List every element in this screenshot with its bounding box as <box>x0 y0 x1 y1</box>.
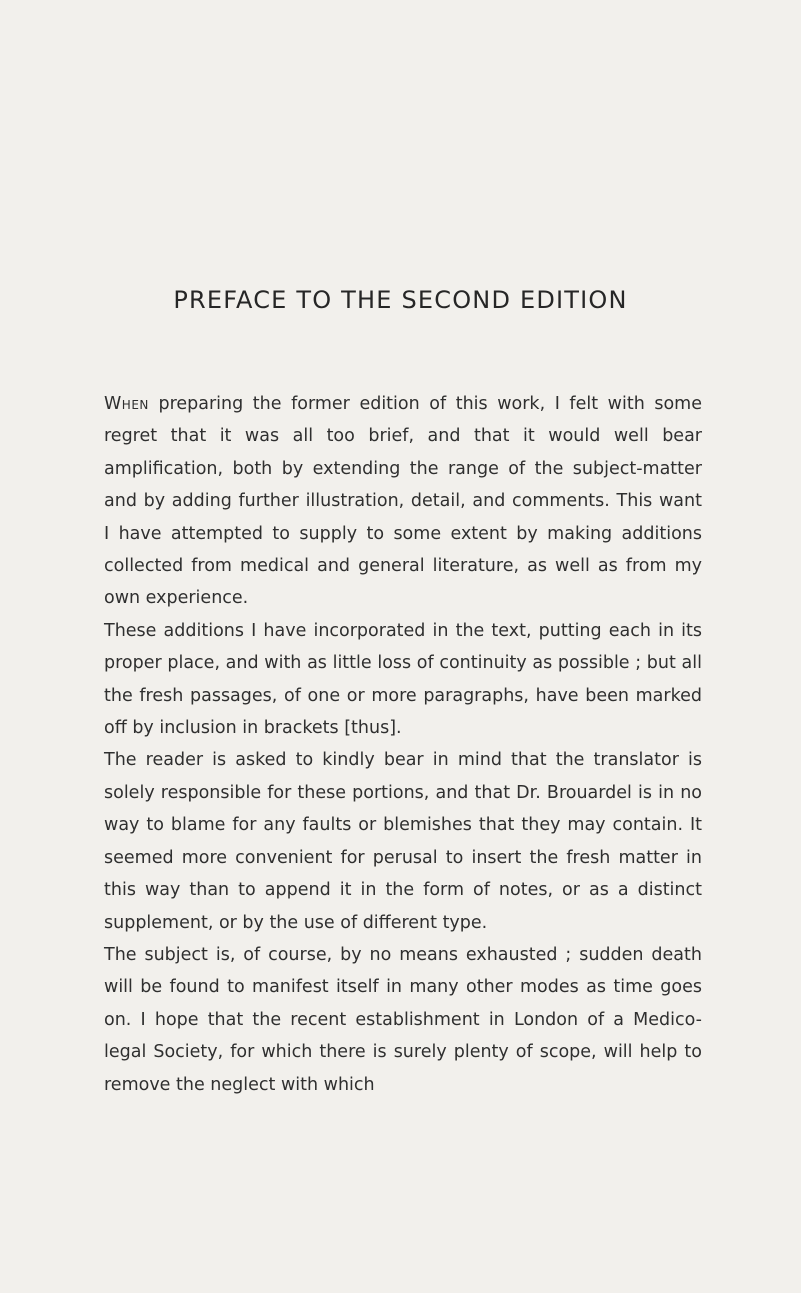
paragraph-2 <box>104 615 702 745</box>
paragraph-4 <box>104 939 702 1101</box>
paragraph-text: preparing the former edition of this work, I felt with some regret that it was all too brief, and that it would well bear amplification, both by extending the range of the subject-matter and by adding further illustration, detail, and comments. This want I have attempted to supply to some extent by making additions collected from medical and general literature, as well as from my own experience. <box>104 394 702 609</box>
paragraph-text: The reader is asked to kindly bear in mind that the translator is solely responsible for these portions, and that Dr. Brouardel is in no way to blame for any faults or blemishes that they may contain. It seemed more convenient for perusal to insert the fresh matter in this way than to append it in the form of notes, or as a distinct supplement, or by the use of different type. <box>104 750 702 933</box>
paragraph-lead-word: When <box>104 394 149 414</box>
paragraph-text: These additions I have incorporated in the text, putting each in its proper place, and with as little loss of continuity as possible ; but all the fresh passages, of one or more paragraphs, have been marked off by inclusion in brackets [thus]. <box>104 620 702 739</box>
page-title: PREFACE TO THE SECOND EDITION <box>173 286 628 314</box>
paragraph-1 <box>104 388 702 615</box>
paragraph-text: The subject is, of course, by no means exhausted ; sudden death will be found to manifest itself in many other modes as time goes on. I hope that the recent establishment in London of a Medico-legal Society, for which there is surely plenty of scope, will help to remove the neglect with which <box>104 944 702 1095</box>
paragraph-3 <box>104 744 702 938</box>
body-text <box>104 388 702 1101</box>
